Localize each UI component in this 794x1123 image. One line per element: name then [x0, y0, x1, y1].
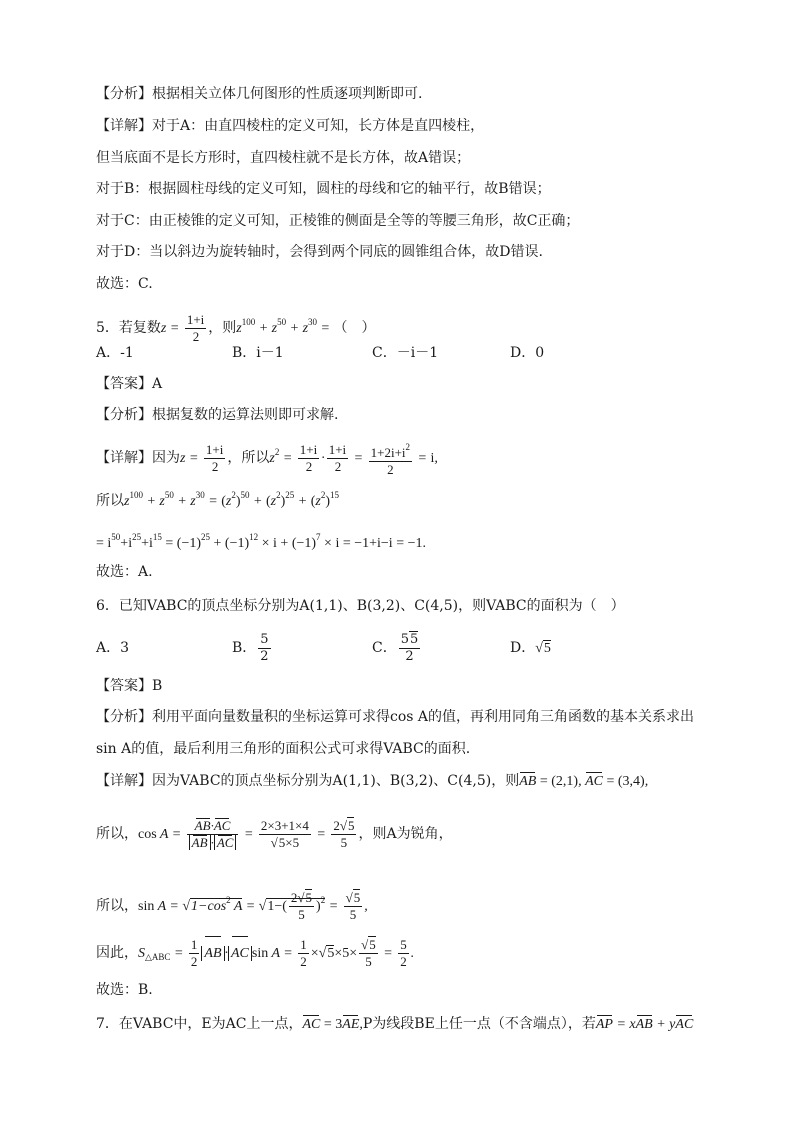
q4-choose-line: 故选：C.: [96, 276, 153, 292]
q6-detail-2: [96, 812, 453, 856]
q5-stem-text-b: ，则: [208, 320, 237, 336]
q5-detail-formula-z2: $z^2$ = $\frac{1+i}{2}$ · $\frac{1+i}{2}$ = $\frac{1+2i+i^2}{2}$ = i,: [269, 451, 438, 466]
q5-choose: 故选：A.: [96, 564, 153, 580]
q5-detail-formula-z: z = $\frac{1+i}{2}$: [180, 442, 224, 475]
q6-option-d: [510, 630, 551, 666]
q6-detail-1: [96, 771, 648, 792]
q7-stem: [96, 1014, 693, 1035]
q7-stem-text-b: P为线段BE上任一点（不含端点），若: [362, 1016, 596, 1032]
q5-detail-formula-result: = $i^{50}+i^{25}+i^{15} = (-1)^{25} + (-1)^{12} \times i + (-1)^7 \times i = -1+i-i = -1$.: [96, 532, 426, 551]
q5-detail-1: [96, 434, 438, 478]
q4-detail-line-1: 【详解】对于A：由直四棱柱的定义可知，长方体是直四棱柱，: [96, 118, 485, 134]
q6-detail-sin: $\sin A = √1-\cos^2$ A = √1−( $\frac{2√5}{5}$ )$^2$ = $\frac{√5}{5}$ ,: [138, 890, 368, 923]
q6-option-a: A．3: [96, 640, 130, 656]
q5-option-d: D．0: [510, 345, 545, 361]
q6-stem: 6．已知VABC的顶点坐标分别为A(1,1)、B(3,2)、C(4,5)，则VABC的面积为（ ）: [96, 598, 625, 614]
q6-detail-1-text: 【详解】因为VABC的顶点坐标分别为A(1,1)、B(3,2)、C(4,5)，则: [96, 773, 520, 789]
q5-formula-sum: $z^{100} + z^{50} + z^{30}$ =: [236, 317, 334, 336]
q5-analysis: 【分析】根据复数的运算法则即可求解.: [96, 407, 339, 423]
q4-detail-line-2: 但当底面不是长方形时，直四棱柱就不是长方体，故A错误；: [96, 150, 471, 166]
q6-answer: 【答案】B: [96, 678, 163, 694]
q5-option-a: A．-1: [96, 345, 134, 361]
q5-detail-2: [96, 483, 339, 507]
q5-therefore-text: 所以: [96, 493, 124, 509]
q7-stem-text: 7．在VABC中，E为AC上一点，: [96, 1016, 303, 1032]
q5-answer: 【答案】A: [96, 376, 163, 392]
q6-option-c: [372, 630, 422, 666]
q6-analysis-1: 【分析】利用平面向量数量积的坐标运算可求得cos A的值，再利用同角三角函数的基本关系求出: [96, 709, 695, 725]
q5-formula-z: z = $\frac{1+i}{2}$: [160, 312, 205, 345]
q5-stem-text-c: （ ）: [333, 320, 376, 336]
q7-formula-ap: AP = xAB + yAC: [596, 1017, 693, 1032]
q5-option-b: B．i－1: [232, 345, 284, 361]
q5-option-c: C．－i－1: [372, 345, 439, 361]
q6-detail-3: [96, 878, 368, 922]
q4-analysis-line: 【分析】根据相关立体几何图形的性质逐项判断即可.: [96, 86, 423, 102]
q6-detail-2-text-a: 所以，: [96, 826, 138, 842]
q6-detail-4-text: 因此，: [96, 945, 138, 961]
q4-detail-line-4: 对于C：由正棱锥的定义可知，正棱锥的侧面是全等的等腰三角形，故C正确；: [96, 213, 580, 229]
q6-detail-vectors: AB = (2,1), AC = (3,4),: [519, 774, 648, 789]
q6-detail-cos: cos A = $\frac{AB\cdot AC}{AB \cdot AC}$ = $\frac{2\times 3+1\times 4}{√5\times 5}$ = $\frac{2√5}{5}$: [138, 818, 355, 851]
q7-formula-ac: AC = 3AE,: [302, 1017, 362, 1032]
q4-detail-line-5: 对于D：当以斜边为旋转轴时，会得到两个同底的圆锥组合体，故D错误.: [96, 244, 543, 260]
q5-detail-text-b: ，所以: [227, 450, 270, 466]
q5-stem: [96, 304, 376, 345]
q6-option-b: [232, 630, 273, 666]
q5-detail-3: [96, 525, 426, 549]
q5-detail-formula-power: $z^{100} + z^{50} + z^{30} = (z^2)^{50} + (z^2)^{25} + (z^2)^{15}$: [124, 490, 340, 509]
q4-detail-line-3: 对于B：根据圆柱母线的定义可知，圆柱的母线和它的轴平行，故B错误；: [96, 181, 551, 197]
q6-option-b-value: $\frac{5}{2}$: [260, 631, 269, 664]
q5-stem-text-a: 5．若复数: [96, 320, 161, 336]
q6-option-c-label: C．: [372, 640, 397, 656]
q6-option-c-value: $\frac{55}{2}$: [400, 631, 419, 664]
q6-choose: 故选：B.: [96, 982, 153, 998]
q6-option-b-label: B．: [232, 640, 257, 656]
q6-option-d-value: √5: [535, 641, 551, 656]
q5-detail-text-a: 【详解】因为: [96, 450, 180, 466]
q6-detail-4: [96, 935, 414, 971]
q6-analysis-2: sin A的值，最后利用三角形的面积公式可求得VABC的面积.: [96, 741, 471, 757]
q6-detail-2-text-b: ，则A为锐角，: [358, 826, 453, 842]
q6-detail-3-text: 所以，: [96, 898, 138, 914]
q6-option-d-label: D．: [510, 640, 536, 656]
q6-detail-area: $S_{\triangle ABC}$ = $\frac{1}{2}$ AB · AC sin A = $\frac{1}{2}$ ×√5×5× $\frac{√5}{5}$ = $\frac{5}{2}$ .: [138, 946, 414, 961]
